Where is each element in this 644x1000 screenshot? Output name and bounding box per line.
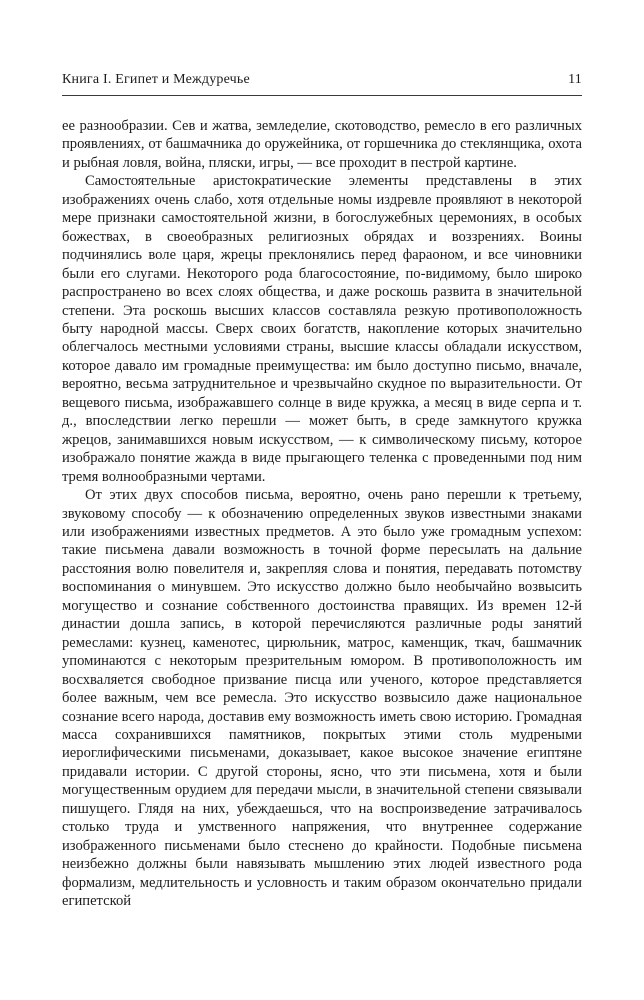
running-title: Книга I. Египет и Междуречье	[62, 72, 250, 87]
paragraph: От этих двух способов письма, вероятно, очень рано перешли к третьему, звуковому способу — к обозначению определенных звуков известными знаками или изображениями известных предметов. А это было уже громадным успехом: такие письмена давали возможность в точной форме пересылать на дальние расстояния волю повелителя и, закрепляя слова и понятия, передавать потомству воспоминания о минувшем. Это искусство должно было необычайно возвысить могущество и сознание собственного достоинства правящих. Из времен 12-й династии дошла запись, в которой перечисляются различные роды занятий ремеслами: кузнец, каменотес, цирюльник, матрос, каменщик, ткач, башмачник упоминаются с некоторым презрительным юмором. В противоположность им восхваляется свободное призвание писца или ученого, которое представляется более важным, чем все ремесла. Это искусство возвысило даже национальное сознание всего народа, доставив ему возможность иметь свою историю. Громадная масса сохранившихся памятников, покрытых этими столь мудреными иероглифическими письменами, доказывает, какое высокое значение египтяне придавали истории. С другой стороны, ясно, что эти письмена, хотя и были могущественным орудием для передачи мысли, в значительной степени связывали пишущего. Глядя на них, убеждаешься, что на воспроизведение затрачивалось столько труда и умственного напряжения, что внутреннее содержание изображенного письменами было стеснено до крайности. Подобные письмена неизбежно должны были навязывать мышлению этих людей известного рода формализм, медлительность и условность и таким образом окончательно придали египетской	[62, 487, 582, 910]
paragraph: ее разнообразии. Сев и жатва, земледелие, скотоводство, ремесло в его различных проявлениях, от башмачника до оружейника, от горшечника до стеклянщика, охота и рыбная ловля, война, пляски, игры, — все проходит в пестрой картине.	[62, 118, 582, 171]
page-body	[62, 117, 582, 910]
paragraph: Самостоятельные аристократические элементы представлены в этих изображениях очень слабо, хотя отдельные номы издревле проявляют в некоторой мере признаки самостоятельной жизни, в богослужебных церемониях, в особых божествах, в своеобразных религиозных обрядах и воззрениях. Воины подчинялись воле царя, жрецы преклонялись перед фараоном, и все чиновники были его слугами. Некоторого рода благосостояние, по-видимому, было широко распространено во всех слоях общества, и даже роскошь развита в значительной степени. Эта роскошь высших классов составляла резкую противоположность быту народной массы. Сверх своих богатств, накопление которых значительно облегчалось местными условиями страны, высшие классы обладали искусством, которое давало им громадные преимущества: им было доступно письмо, вначале, вероятно, весьма затруднительное и чрезвычайно скудное по выразительности. От вещевого письма, изображавшего солнце в виде кружка, а месяц в виде серпа и т. д., впоследствии легко перешли — может быть, в среде замкнутого кружка жрецов, занимавшихся новым искусством, — к символическому письму, которое изображало понятие жажда в виде прыгающего теленка с проведенными под ним тремя волнообразными чертами.	[62, 173, 582, 485]
header-rule	[62, 95, 582, 96]
page-header	[62, 72, 582, 88]
page-number: 11	[568, 72, 582, 87]
